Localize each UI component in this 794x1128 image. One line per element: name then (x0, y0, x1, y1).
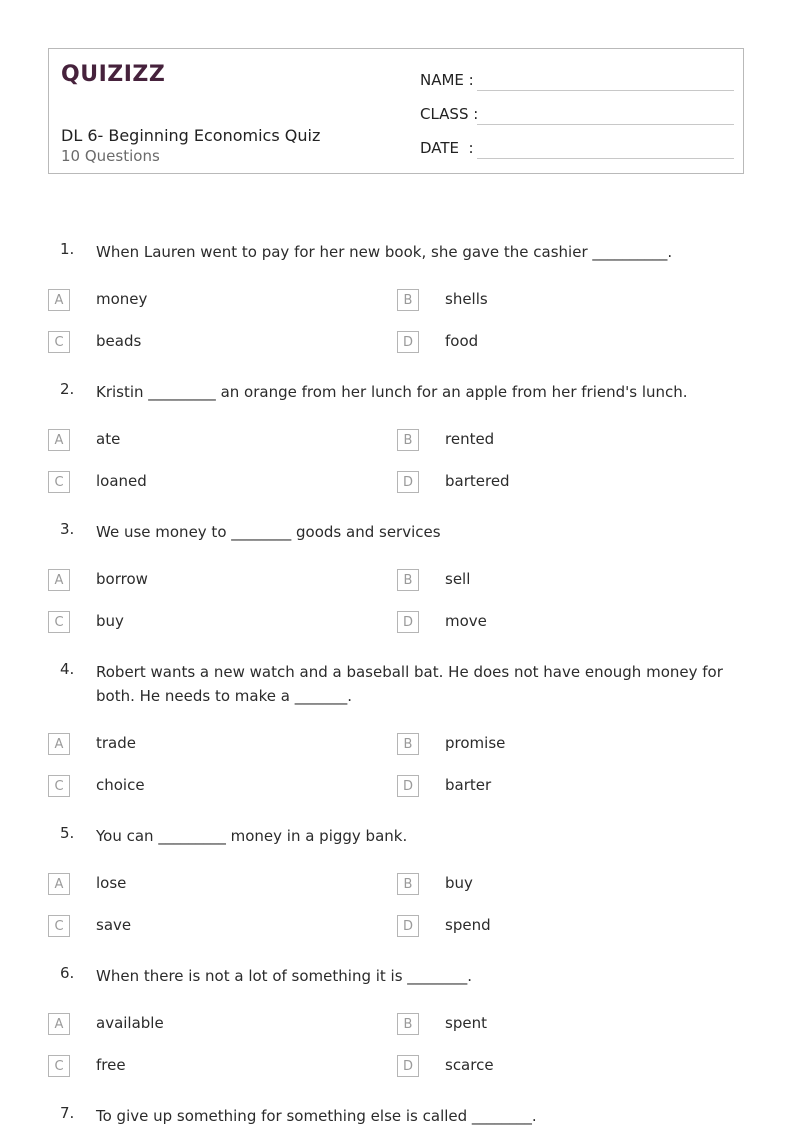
option-text: bartered (445, 472, 510, 490)
option-letter-box[interactable]: B (397, 289, 419, 311)
question-text: When Lauren went to pay for her new book, she gave the cashier __________. (96, 243, 673, 261)
question-text: We use money to ________ goods and services (96, 523, 441, 541)
option-text: save (96, 916, 132, 934)
question-text: You can _________ money in a piggy bank. (96, 827, 408, 845)
question-number: 4. (60, 660, 75, 678)
question-number: 7. (60, 1104, 75, 1122)
option-text: free (96, 1056, 126, 1074)
option-text: buy (96, 612, 124, 630)
name-line[interactable] (477, 90, 734, 91)
option-text: ate (96, 430, 121, 448)
question-count: 10 Questions (61, 147, 160, 165)
question-text: When there is not a lot of something it is ________. (96, 967, 473, 985)
option-text: available (96, 1014, 164, 1032)
question-text: Kristin _________ an orange from her lunch for an apple from her friend's lunch. (96, 383, 688, 401)
question-number: 5. (60, 824, 75, 842)
question-text: To give up something for something else is called ________. (96, 1107, 537, 1125)
option-text: money (96, 290, 148, 308)
class-line[interactable] (477, 124, 734, 125)
option-letter-box[interactable]: A (48, 1013, 70, 1035)
option-text: spend (445, 916, 491, 934)
option-text: lose (96, 874, 127, 892)
option-letter-box[interactable]: A (48, 873, 70, 895)
quizizz-logo (61, 59, 166, 87)
question-number: 1. (60, 240, 75, 258)
option-letter-box[interactable]: D (397, 775, 419, 797)
option-letter-box[interactable]: B (397, 1013, 419, 1035)
option-text: borrow (96, 570, 148, 588)
option-letter-box[interactable]: D (397, 471, 419, 493)
date-line[interactable] (477, 158, 734, 159)
option-text: shells (445, 290, 488, 308)
option-letter-box[interactable]: D (397, 915, 419, 937)
option-text: sell (445, 570, 471, 588)
option-letter-box[interactable]: D (397, 611, 419, 633)
option-letter-box[interactable]: B (397, 733, 419, 755)
option-letter-box[interactable]: C (48, 471, 70, 493)
option-text: loaned (96, 472, 147, 490)
quiz-title: DL 6- Beginning Economics Quiz (61, 126, 321, 145)
name-field[interactable] (420, 67, 734, 91)
option-letter-box[interactable]: C (48, 915, 70, 937)
question-text: Robert wants a new watch and a baseball bat. He does not have enough money for both. He needs to make a _______. (96, 663, 723, 705)
question-number: 2. (60, 380, 75, 398)
option-letter-box[interactable]: A (48, 569, 70, 591)
option-text: promise (445, 734, 506, 752)
class-field[interactable] (420, 101, 734, 125)
svg-text:QUIZIZZ: QUIZIZZ (61, 62, 166, 87)
option-text: buy (445, 874, 473, 892)
name-label: NAME : (420, 71, 474, 89)
option-letter-box[interactable]: D (397, 1055, 419, 1077)
option-text: trade (96, 734, 136, 752)
option-text: rented (445, 430, 495, 448)
option-text: beads (96, 332, 142, 350)
option-letter-box[interactable]: C (48, 775, 70, 797)
worksheet-header (48, 48, 744, 174)
date-field[interactable] (420, 135, 734, 159)
option-letter-box[interactable]: B (397, 569, 419, 591)
option-letter-box[interactable]: B (397, 873, 419, 895)
date-label: DATE : (420, 139, 474, 157)
question-number: 6. (60, 964, 75, 982)
option-letter-box[interactable]: C (48, 611, 70, 633)
option-letter-box[interactable]: A (48, 289, 70, 311)
option-text: barter (445, 776, 492, 794)
option-text: move (445, 612, 487, 630)
option-text: scarce (445, 1056, 494, 1074)
option-letter-box[interactable]: A (48, 429, 70, 451)
question-number: 3. (60, 520, 75, 538)
option-text: spent (445, 1014, 487, 1032)
option-letter-box[interactable]: C (48, 1055, 70, 1077)
option-letter-box[interactable]: C (48, 331, 70, 353)
option-letter-box[interactable]: A (48, 733, 70, 755)
option-letter-box[interactable]: B (397, 429, 419, 451)
option-letter-box[interactable]: D (397, 331, 419, 353)
class-label: CLASS : (420, 105, 479, 123)
option-text: food (445, 332, 479, 350)
option-text: choice (96, 776, 145, 794)
